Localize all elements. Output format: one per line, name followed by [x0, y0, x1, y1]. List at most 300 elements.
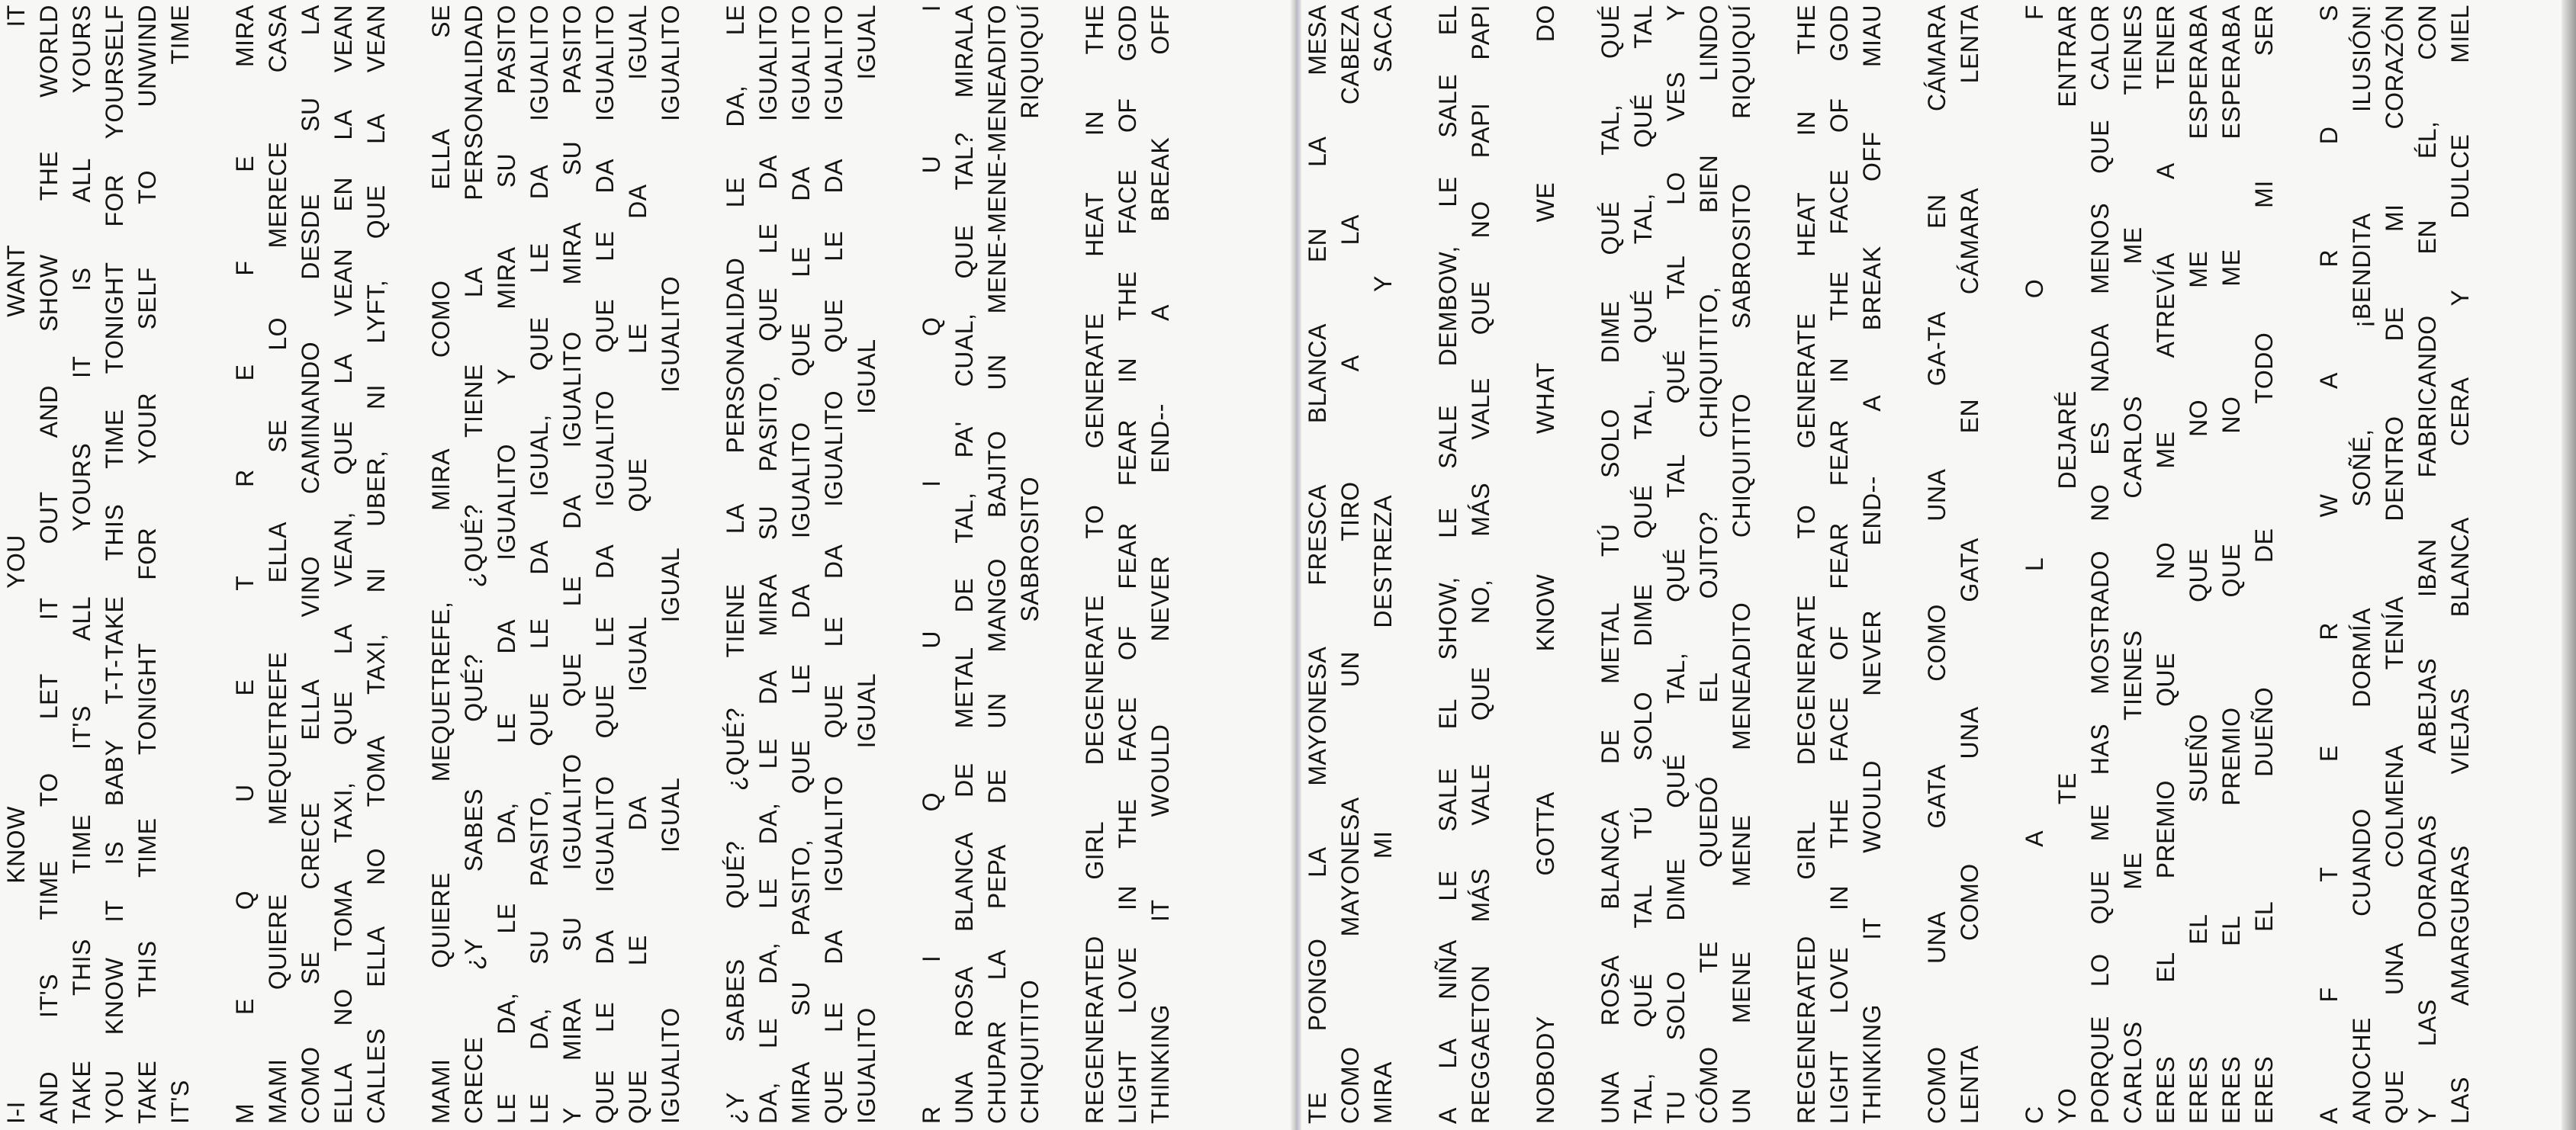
- stanza-gap: [1497, 0, 1529, 1130]
- lyric-word: SALE: [1434, 767, 1462, 832]
- lyric-word: LET: [35, 673, 63, 720]
- lyric-word: FACE: [1825, 169, 1853, 235]
- lyric-word: THE: [1114, 798, 1141, 849]
- lyric-word: NEVER: [1146, 555, 1174, 642]
- lyric-word: E: [231, 679, 259, 696]
- lyric-word: DEGENERATE: [1793, 595, 1820, 766]
- lyric-line: [98, 0, 131, 1130]
- lyric-word: IGUALITO: [657, 1007, 684, 1124]
- lyric-word: DE: [950, 577, 978, 613]
- lyric-line: [622, 0, 654, 1130]
- lyric-word: SU: [787, 981, 815, 1016]
- lyric-line: [327, 0, 360, 1130]
- lyric-word: TAL: [1629, 5, 1657, 49]
- lyric-line: [164, 0, 197, 1130]
- lyric-word: I: [918, 480, 945, 487]
- lyric-line: [1334, 0, 1367, 1130]
- lyric-word: TAL,: [1629, 1072, 1657, 1124]
- lyric-word: NEVER: [1858, 609, 1886, 696]
- lyric-word: UN: [1728, 1087, 1755, 1124]
- lyric-word: RIQUIQUÍ: [1728, 5, 1755, 119]
- lyric-word: QUÉ: [1629, 484, 1657, 539]
- lyric-word: SOLO: [1629, 691, 1657, 761]
- lyric-word: ¿Y: [722, 1092, 749, 1124]
- lyric-word: LIGHT: [1825, 1050, 1853, 1124]
- lyric-word: PASITO,: [754, 374, 782, 472]
- lyric-word: MENEADITO: [1728, 602, 1755, 750]
- lyric-word: CHUPAR: [983, 1020, 1011, 1124]
- lyric-word: LA: [1336, 214, 1364, 246]
- right-lyrics-column: [1301, 0, 2477, 1130]
- stanza-gap: [1400, 0, 1432, 1130]
- lyric-word: TIME: [101, 409, 128, 469]
- lyric-word: Q: [918, 791, 945, 812]
- lyric-line: [1660, 0, 1693, 1130]
- lyric-word: OFF: [1858, 131, 1886, 181]
- lyric-word: TIME: [68, 814, 95, 875]
- lyric-word: I: [918, 5, 945, 12]
- lyric-word: PORQUE: [2086, 1016, 2114, 1124]
- lyric-word: THINKING: [1146, 1004, 1174, 1124]
- lyric-word: DA: [820, 929, 847, 965]
- lyric-line: [556, 0, 589, 1130]
- lyric-word: EL: [2185, 913, 2212, 945]
- lyric-word: DA: [820, 159, 847, 194]
- lyric-line: [2378, 0, 2411, 1130]
- lyric-word: IT: [68, 355, 95, 378]
- lyric-word: ANOCHE: [2348, 1017, 2375, 1124]
- lyric-word: DA,: [526, 1008, 553, 1050]
- lyric-word: LE: [722, 5, 749, 36]
- lyric-word: LE: [820, 230, 847, 262]
- lyric-line: [0, 0, 33, 1130]
- lyric-word: HAS: [2086, 723, 2114, 775]
- lyric-word: CALLES: [362, 1028, 390, 1124]
- lyric-word: GA-TA: [1923, 311, 1950, 387]
- lyric-word: HEAT: [1081, 191, 1108, 257]
- lyric-word: EN: [1923, 194, 1950, 229]
- lyric-word: THE: [1825, 798, 1853, 849]
- lyric-word: U: [918, 631, 945, 649]
- lyric-word: NOBODY: [1532, 1016, 1559, 1124]
- lyric-word: LE: [624, 935, 651, 966]
- lyric-word: IT: [35, 597, 63, 620]
- lyric-word: TOMA: [330, 880, 357, 952]
- lyric-line: [2018, 0, 2051, 1130]
- lyric-line: [1432, 0, 1465, 1130]
- lyric-word: LE: [624, 323, 651, 354]
- lyric-word: O: [2021, 278, 2048, 299]
- lyric-word: KNOW: [101, 957, 128, 1035]
- lyric-line: [1111, 0, 1144, 1130]
- lyric-word: IGUALITO: [558, 753, 586, 871]
- lyric-word: LE: [787, 246, 815, 278]
- lyric-word: AMARGURAS: [2446, 845, 2474, 1006]
- lyric-word: END--: [1858, 476, 1886, 546]
- lyric-word: IS: [68, 267, 95, 291]
- lyric-word: THE: [1793, 5, 1820, 55]
- lyric-word: CHIQUITITO: [1016, 979, 1044, 1124]
- lyric-word: YOU: [2, 535, 30, 589]
- lyric-word: TO: [1793, 504, 1820, 539]
- lyric-word: IGUALITO: [657, 275, 684, 393]
- lyric-word: BREAK: [1858, 246, 1886, 331]
- lyric-word: ME: [2086, 804, 2114, 842]
- lyric-word: GATA: [1923, 764, 1950, 829]
- lyric-word: A: [1336, 355, 1364, 372]
- lyric-word: ENTRAR: [2053, 5, 2081, 108]
- lyric-word: FABRICANDO: [2414, 315, 2441, 478]
- lyric-word: WE: [1532, 181, 1559, 223]
- lyric-word: THE: [1081, 5, 1108, 55]
- lyric-word: SHOW,: [1434, 576, 1462, 660]
- lyric-word: TAKE: [133, 1060, 161, 1124]
- lyric-word: TU: [1662, 1090, 1690, 1124]
- lyric-word: T: [231, 575, 259, 591]
- stanza-gap: [687, 0, 719, 1130]
- lyric-word: COMO: [427, 280, 455, 358]
- lyric-word: QUE: [2217, 543, 2245, 598]
- lyric-word: TIME: [166, 5, 194, 65]
- lyric-word: DA: [754, 669, 782, 705]
- lyric-word: MÁS: [1467, 482, 1494, 537]
- lyric-word: QUIERE: [264, 894, 291, 990]
- lyric-word: LOVE: [1114, 946, 1141, 1014]
- lyric-word: T: [2315, 866, 2343, 882]
- lyric-line: [1921, 0, 1954, 1130]
- lyric-word: QUE: [787, 322, 815, 377]
- lyric-word: TAL,: [1629, 388, 1657, 440]
- lyric-word: COLMENA: [2381, 744, 2408, 868]
- lyric-word: SOÑÉ,: [2348, 429, 2375, 507]
- lyric-word: LE: [820, 616, 847, 647]
- lyric-word: QUÉ?: [722, 840, 749, 909]
- lyric-line: [2313, 0, 2346, 1130]
- lyric-word: QUÉ: [1597, 201, 1624, 255]
- stanza-gap: [1889, 0, 1921, 1130]
- lyric-word: MI: [2250, 180, 2278, 208]
- lyric-word: MANGO: [983, 558, 1011, 653]
- lyric-word: TE: [1695, 941, 1722, 974]
- lyric-word: UN: [983, 354, 1011, 390]
- lyric-word: A: [2315, 372, 2343, 389]
- lyric-word: ELLA: [362, 926, 390, 987]
- lyric-word: C: [2021, 1106, 2048, 1124]
- lyric-word: MENOS: [2086, 202, 2114, 294]
- lyric-word: E: [231, 155, 259, 172]
- lyric-word: FACE: [1114, 169, 1141, 235]
- lyric-line: [2346, 0, 2378, 1130]
- lyric-word: TIME: [133, 817, 161, 878]
- lyric-line: [458, 0, 490, 1130]
- lyric-word: DA: [624, 184, 651, 219]
- lyric-word: MEQUETREFE,: [427, 601, 455, 782]
- lyric-word: ERES: [2152, 1055, 2179, 1124]
- lyric-word: ABEJAS: [2414, 657, 2441, 754]
- lyric-line: [33, 0, 66, 1130]
- lyric-word: ALL: [68, 595, 95, 641]
- lyric-word: CUANDO: [2348, 808, 2375, 917]
- lyric-word: PASITO,: [526, 789, 553, 887]
- lyric-word: PERSONALIDAD: [460, 5, 487, 201]
- lyric-word: Q: [918, 316, 945, 337]
- lyric-word: PA': [950, 421, 978, 458]
- lyric-line: [2051, 0, 2084, 1130]
- lyric-word: QUE: [526, 692, 553, 746]
- lyric-word: GOD: [1114, 5, 1141, 62]
- lyric-word: LE: [787, 663, 815, 695]
- lyric-word: VINO: [297, 556, 324, 618]
- lyric-word: OF: [1114, 625, 1141, 660]
- lyric-word: WOULD: [1858, 760, 1886, 853]
- lyric-stanza: [0, 0, 197, 1130]
- lyric-word: AND: [35, 385, 63, 438]
- lyric-word: QUEDÓ: [1695, 776, 1722, 868]
- lyric-line: [425, 0, 458, 1130]
- lyric-line: [785, 0, 818, 1130]
- lyric-word: DEMBOW,: [1434, 246, 1462, 367]
- lyric-line: [360, 0, 393, 1130]
- lyric-word: DUEÑO: [2250, 686, 2278, 777]
- lyric-word: SU: [754, 505, 782, 541]
- lyric-word: YOUR: [133, 392, 161, 465]
- lyric-word: DORMÍA: [2348, 607, 2375, 708]
- lyric-word: QUÉ: [1597, 5, 1624, 59]
- lyric-word: YOURS: [68, 5, 95, 94]
- lyric-word: EN: [2414, 220, 2441, 255]
- lyric-word: NO: [2185, 399, 2212, 437]
- lyric-line: [589, 0, 622, 1130]
- lyric-word: TE: [1304, 1092, 1331, 1124]
- lyric-word: QUE: [1467, 281, 1494, 335]
- lyric-word: QUE: [820, 298, 847, 353]
- lyric-word: GENERATE: [1081, 313, 1108, 449]
- lyric-word: NIÑA: [1434, 939, 1462, 1000]
- lyric-stanza: [1529, 0, 1562, 1130]
- lyric-word: FEAR: [1114, 419, 1141, 486]
- lyric-word: A: [2152, 162, 2179, 180]
- lyric-word: QUÉ: [1662, 548, 1690, 602]
- lyric-word: ME: [2217, 249, 2245, 287]
- lyric-word: ELLA: [427, 128, 455, 190]
- lyric-word: TAXI,: [330, 782, 357, 843]
- lyric-word: UNA: [950, 1071, 978, 1124]
- lyric-word: WOULD: [1146, 724, 1174, 817]
- lyric-word: SELF: [133, 267, 161, 330]
- lyric-word: MAYONESA: [1336, 797, 1364, 937]
- lyric-word: SE: [297, 951, 324, 985]
- lyric-word: SE: [264, 419, 291, 453]
- lyric-word: EN: [1956, 398, 1983, 434]
- lyric-word: EL: [1695, 672, 1722, 703]
- stanza-gap: [1047, 0, 1079, 1130]
- lyric-word: ROSA: [1597, 955, 1624, 1026]
- lyric-word: F: [2315, 987, 2343, 1003]
- lyric-line: [262, 0, 294, 1130]
- lyric-word: IGUAL: [853, 339, 880, 414]
- lyric-word: UNA: [2381, 942, 2408, 996]
- lyric-word: TE: [2053, 772, 2081, 805]
- lyric-word: S: [2315, 5, 2343, 21]
- lyric-word: MAYONESA: [1304, 646, 1331, 786]
- lyric-word: LE: [526, 242, 553, 274]
- lyric-word: LOVE: [1825, 946, 1853, 1014]
- lyric-word: TO: [133, 170, 161, 204]
- lyric-word: ROSA: [950, 966, 978, 1037]
- lyric-word: SALE: [1434, 405, 1462, 469]
- lyric-word: EL: [1434, 5, 1462, 36]
- lyric-word: THIS: [133, 940, 161, 998]
- lyric-line: [1367, 0, 1400, 1130]
- lyric-word: LA: [460, 266, 487, 298]
- lyric-word: A: [1858, 394, 1886, 412]
- lyric-word: GIRL: [1081, 820, 1108, 880]
- lyric-word: IGUAL: [657, 777, 684, 853]
- lyric-word: LE: [754, 738, 782, 769]
- lyric-word: LA: [330, 353, 357, 384]
- lyric-word: VEAN: [330, 5, 357, 73]
- lyric-word: QUE: [2381, 1070, 2408, 1124]
- lyric-word: ME: [2119, 226, 2147, 265]
- lyric-word: ME: [2119, 852, 2147, 890]
- lyric-word: VES: [1662, 71, 1690, 122]
- lyric-word: DA,: [754, 802, 782, 845]
- lyric-line: [1144, 0, 1177, 1130]
- lyric-word: QUE: [2086, 119, 2114, 174]
- lyric-word: M: [231, 1103, 259, 1124]
- lyric-word: SHOW: [35, 254, 63, 332]
- lyric-word: UNA: [1923, 910, 1950, 965]
- lyric-word: R: [918, 1106, 945, 1124]
- lyric-word: RIQUIQUÍ: [1016, 5, 1044, 119]
- lyric-line: [1725, 0, 1758, 1130]
- lyric-line: [131, 0, 164, 1130]
- lyric-word: CHIQUITITO,: [1695, 286, 1722, 438]
- lyric-word: IGUALITO: [558, 331, 586, 448]
- lyric-word: ERES: [2185, 1055, 2212, 1124]
- lyric-stanza: [425, 0, 687, 1130]
- lyric-word: ¿QUÉ?: [722, 707, 749, 791]
- lyric-line: [229, 0, 262, 1130]
- lyric-word: IGUALITO: [657, 5, 684, 121]
- lyric-line: [1079, 0, 1111, 1130]
- lyric-line: [948, 0, 981, 1130]
- lyric-word: LE: [558, 576, 586, 607]
- lyric-word: Y: [1662, 5, 1690, 21]
- lyric-word: PAPI: [1467, 5, 1494, 60]
- lyric-word: COMO: [1956, 863, 1983, 941]
- lyric-word: TÚ: [1629, 806, 1657, 839]
- lyric-word: MENE-MENE-MENEADITO: [983, 5, 1011, 314]
- lyric-word: REGENERATED: [1793, 936, 1820, 1124]
- lyric-word: HEAT: [1793, 191, 1820, 257]
- lyric-word: DA: [624, 795, 651, 831]
- lyric-word: NO: [1467, 201, 1494, 239]
- lyric-word: QUE: [820, 684, 847, 739]
- lyric-word: PASITO: [493, 5, 520, 95]
- lyric-word: TAL,: [1629, 193, 1657, 245]
- lyric-word: MIRALA: [950, 5, 978, 98]
- lyric-word: LE: [754, 1017, 782, 1048]
- lyric-word: COMO: [1923, 1046, 1950, 1124]
- lyric-word: LA: [983, 949, 1011, 981]
- lyric-word: IGUALITO: [591, 390, 619, 507]
- lyric-word: F: [231, 260, 259, 276]
- lyric-word: NO: [362, 847, 390, 885]
- lyric-word: Q: [231, 890, 259, 910]
- lyric-word: MIEL: [2446, 5, 2474, 63]
- lyric-word: BLANCA: [2446, 517, 2474, 618]
- lyric-word: EN: [1304, 227, 1331, 263]
- lyric-word: ELLA: [297, 679, 324, 740]
- left-lyrics-column: [0, 0, 1177, 1130]
- lyric-word: SE: [427, 5, 455, 38]
- lyric-line: [1627, 0, 1660, 1130]
- lyric-word: LENTA: [1956, 1045, 1983, 1124]
- lyric-word: KNOW: [1532, 573, 1559, 652]
- lyric-word: BLANCA: [1304, 323, 1331, 424]
- lyric-word: IN: [1825, 884, 1853, 910]
- lyric-word: IGUALITO: [820, 5, 847, 121]
- lyric-word: OUT: [35, 491, 63, 544]
- lyric-word: IGUALITO: [820, 775, 847, 893]
- lyric-line: [2084, 0, 2117, 1130]
- lyric-word: NI: [362, 384, 390, 409]
- lyric-word: NO: [2086, 483, 2114, 522]
- lyric-line: [1823, 0, 1856, 1130]
- lyric-word: VALE: [1467, 763, 1494, 826]
- right-lyrics-panel: [1301, 0, 2562, 1130]
- lyric-word: DA: [591, 159, 619, 194]
- lyric-word: THINKING: [1858, 1004, 1886, 1124]
- lyric-word: IGUAL,: [526, 414, 553, 497]
- lyric-word: DA: [526, 164, 553, 200]
- lyric-word: TAL,: [1662, 652, 1690, 704]
- lyric-line: [752, 0, 785, 1130]
- lyric-word: MENE: [1728, 814, 1755, 888]
- lyric-word: GENERATE: [1793, 313, 1820, 449]
- lyric-word: QUE: [591, 684, 619, 739]
- lyric-word: LA: [1304, 846, 1331, 878]
- lyric-word: QUE: [330, 691, 357, 746]
- lyric-word: D: [2315, 126, 2343, 145]
- lyric-word: BAJITO: [983, 430, 1011, 518]
- lyric-word: VALE: [1467, 377, 1494, 440]
- lyric-word: MIRA: [558, 222, 586, 285]
- stanza-gap: [2281, 0, 2313, 1130]
- lyric-word: TO: [1081, 504, 1108, 539]
- lyric-word: Y: [2414, 1107, 2441, 1124]
- lyric-word: GIRL: [1793, 820, 1820, 880]
- lyric-word: LA: [362, 113, 390, 144]
- lyric-line: [818, 0, 851, 1130]
- lyric-word: QUE: [624, 1070, 651, 1124]
- lyric-word: CAMINANDO: [297, 341, 324, 494]
- lyric-word: DA: [591, 929, 619, 965]
- lyric-word: TIENES: [2119, 5, 2147, 95]
- lyric-word: MAMI: [427, 1058, 455, 1124]
- lyric-word: KNOW: [2, 806, 30, 884]
- lyric-stanza: [719, 0, 883, 1130]
- lyric-word: MENE: [1728, 951, 1755, 1024]
- lyric-word: MIRA: [558, 997, 586, 1061]
- lyric-word: DE: [2381, 307, 2408, 342]
- lyric-word: BLANCA: [950, 831, 978, 932]
- lyric-word: SABES: [460, 788, 487, 872]
- lyric-word: TAXI,: [362, 633, 390, 695]
- lyric-word: SABROSITO: [1016, 476, 1044, 622]
- lyric-word: LAS: [2414, 999, 2441, 1047]
